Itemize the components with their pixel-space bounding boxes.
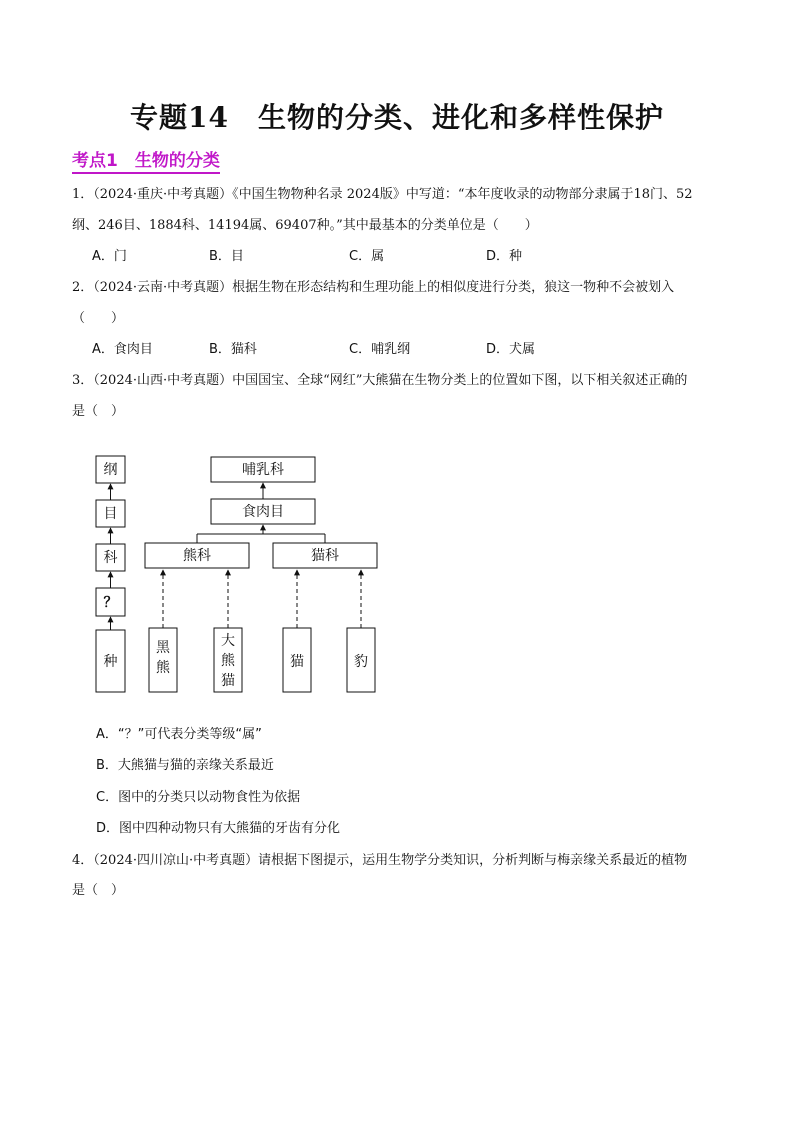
q3-option-a: A．“？”可代表分类等级“属” (96, 727, 262, 742)
q1-line-2: 纲、246目、1884科、14194属、69407种。”其中最基本的分类单位是（ ） (72, 218, 538, 233)
page-title: 专题14 生物的分类、进化和多样性保护 (130, 101, 664, 134)
q2-option-a: A．食肉目 (92, 342, 153, 357)
q1-option-a: A．门 (92, 249, 127, 264)
chain-label-family: 科 (103, 550, 118, 566)
chain-label-unknown: ？ (103, 595, 118, 611)
label-giant-panda-2: 熊 (221, 653, 235, 669)
label-leopard: 豹 (354, 654, 368, 670)
chain-label-species: 种 (103, 654, 118, 670)
chain-label-order: 目 (103, 506, 118, 522)
q1-option-b: B．目 (209, 249, 244, 264)
q2-line-1: 2．（2024·云南·中考真题）根据生物在形态结构和生理功能上的相似度进行分类，狼这一物种不会被划入 (72, 280, 675, 295)
label-carnivora: 食肉目 (242, 504, 284, 520)
q2-option-b: B．猫科 (209, 342, 257, 357)
q2-option-d: D．犬属 (486, 342, 536, 357)
q2-line-2: （ ） (72, 311, 125, 326)
q1-option-d: D．种 (486, 249, 523, 264)
label-giant-panda-1: 大 (221, 633, 235, 649)
q4-line-2: 是（ ） (72, 883, 125, 898)
q3-option-b: B．大熊猫与猫的亲缘关系最近 (96, 758, 274, 773)
q3-line-2: 是（ ） (72, 404, 125, 419)
label-black-bear-1: 黑 (156, 640, 170, 656)
q4-line-1: 4．（2024·四川凉山·中考真题）请根据下图提示，运用生物学分类知识，分析判断与梅亲缘关系最近的植物 (72, 853, 688, 868)
q1-line-1: 1．（2024·重庆·中考真题）《中国生物物种名录 2024版》中写道：“本年度收录的动物部分隶属于18门、52 (72, 187, 693, 202)
q3-option-d: D．图中四种动物只有大熊猫的牙齿有分化 (96, 821, 341, 836)
chain-label-class: 纲 (103, 462, 118, 478)
label-cat: 猫 (290, 654, 304, 670)
q1-option-c: C．属 (349, 249, 385, 264)
label-giant-panda-3: 猫 (221, 673, 235, 689)
q2-option-c: C．哺乳纲 (349, 342, 411, 357)
label-mammal: 哺乳科 (242, 462, 284, 478)
label-felidae: 猫科 (311, 548, 339, 564)
label-black-bear-2: 熊 (156, 660, 170, 676)
section-heading: 考点1 生物的分类 (72, 146, 220, 174)
q3-option-c: C．图中的分类只以动物食性为依据 (96, 790, 301, 805)
q3-line-1: 3．（2024·山西·中考真题）中国国宝、全球“网红”大熊猫在生物分类上的位置如下图，以下相关叙述正确的 (72, 373, 688, 388)
label-ursidae: 熊科 (183, 548, 211, 564)
